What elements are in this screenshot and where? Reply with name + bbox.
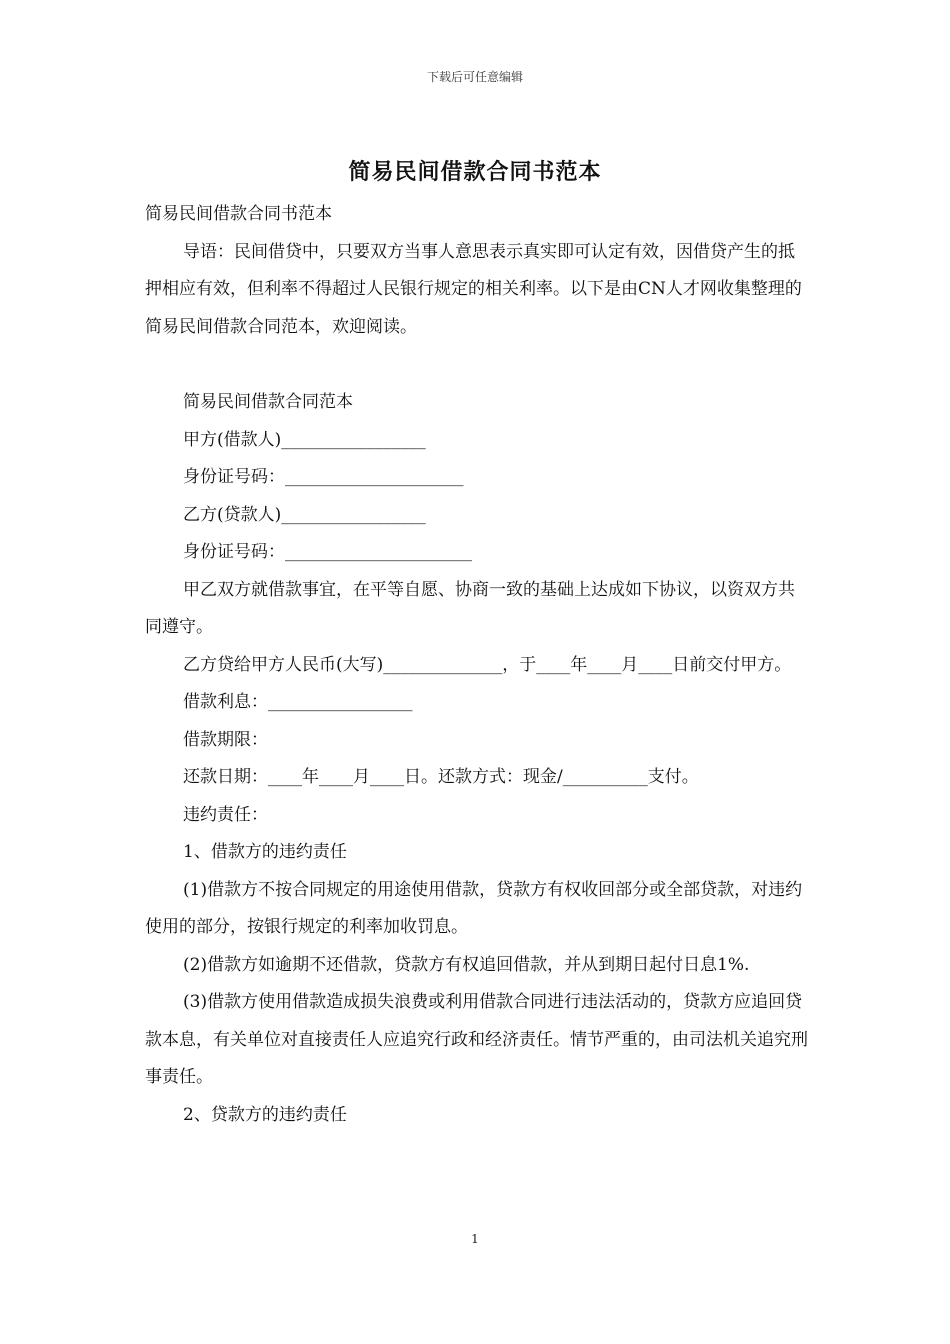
subtitle: 简易民间借款合同书范本 xyxy=(145,204,332,224)
contract-title: 简易民间借款合同范本 xyxy=(183,392,353,412)
intro-paragraph: 导语：民间借贷中，只要双方当事人意思表示真实即可认定有效，因借贷产生的抵押相应有效，但利率不得超过人民银行规定的相关利率。以下是由CN人才网收集整理的简易民间借款合同范本，欢迎阅读。 xyxy=(145,241,802,337)
interest-line: 借款利息：_________________ xyxy=(183,692,413,712)
clause-2: (2)借款方如逾期不还借款，贷款方有权追回借款，并从到期日起付日息1%. xyxy=(183,954,750,975)
party-b-line: 乙方(贷款人)_________________ xyxy=(183,504,426,525)
repayment-line: 还款日期：____年____月____日。还款方式：现金/__________支付。 xyxy=(183,767,699,787)
document-body xyxy=(145,196,810,1134)
term-line: 借款期限： xyxy=(183,729,268,750)
borrower-liability-heading: 1、借款方的违约责任 xyxy=(183,842,347,862)
party-a-line: 甲方(借款人)_________________ xyxy=(183,429,426,450)
clause-3: (3)借款方使用借款造成损失浪费或利用借款合同进行违法活动的，贷款方应追回贷款本息，有关单位对直接责任人应追究行政和经济责任。情节严重的，由司法机关追究刑事责任。 xyxy=(145,992,808,1087)
spacer xyxy=(145,346,810,384)
agreement-paragraph: 甲乙双方就借款事宜，在平等自愿、协商一致的基础上达成如下协议，以资双方共同遵守。 xyxy=(145,579,795,637)
page-number: 1 xyxy=(471,1232,479,1246)
loan-amount-paragraph: 乙方贷给甲方人民币(大写)______________，于____年____月____日前交付甲方。 xyxy=(183,654,792,675)
lender-liability-heading: 2、贷款方的违约责任 xyxy=(183,1104,347,1125)
party-a-id-line: 身份证号码：_____________________ xyxy=(183,467,464,487)
liability-heading: 违约责任： xyxy=(183,804,268,825)
page-header: 下载后可任意编辑 xyxy=(426,70,523,84)
party-b-id-line: 身份证号码：______________________ xyxy=(183,542,472,562)
clause-1: (1)借款方不按合同规定的用途使用借款，贷款方有权收回部分或全部贷款，对违约使用的部分，按银行规定的利率加收罚息。 xyxy=(145,879,803,937)
document-title: 简易民间借款合同书范本 xyxy=(348,159,602,185)
